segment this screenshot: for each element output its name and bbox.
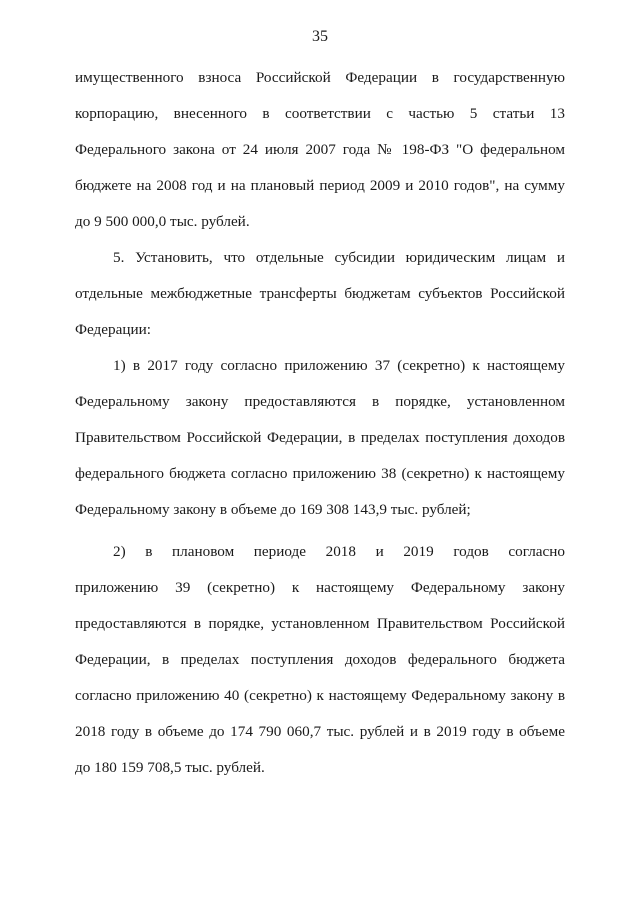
text-line: корпорацию, внесенного в соответствии с частью 5 статьи 13: [75, 105, 565, 122]
text-line: бюджете на 2008 год и на плановый период 2009 и 2010 годов", на сумму: [75, 177, 565, 194]
text-line: предоставляются в порядке, установленном Правительством Российской: [75, 615, 565, 632]
text-line: приложению 39 (секретно) к настоящему Федеральному закону: [75, 579, 565, 596]
text-line: согласно приложению 40 (секретно) к настоящему Федеральному закону в: [75, 687, 565, 704]
text-line: Федерации, в пределах поступления доходов федерального бюджета: [75, 651, 565, 668]
text-line: Федеральному закону предоставляются в порядке, установленном: [75, 393, 565, 410]
text-line: 2018 году в объеме до 174 790 060,7 тыс. рублей и в 2019 году в объеме: [75, 723, 565, 740]
text-line: федерального бюджета согласно приложению 38 (секретно) к настоящему: [75, 465, 565, 482]
paragraph-item-5: [75, 240, 565, 348]
text-line: Федерации:: [75, 321, 151, 338]
text-line: 1) в 2017 году согласно приложению 37 (секретно) к настоящему: [113, 357, 565, 374]
paragraph-subitem-2: [75, 534, 565, 786]
text-line: отдельные межбюджетные трансферты бюджетам субъектов Российской: [75, 285, 565, 302]
paragraph-property-contribution: [75, 60, 565, 240]
page-number: 35: [312, 28, 328, 45]
text-line: Федеральному закону в объеме до 169 308 143,9 тыс. рублей;: [75, 501, 471, 518]
text-line: имущественного взноса Российской Федерации в государственную: [75, 69, 565, 86]
text-line: 5. Установить, что отдельные субсидии юридическим лицам и: [113, 249, 565, 266]
text-line: до 180 159 708,5 тыс. рублей.: [75, 759, 265, 776]
document-body: [75, 60, 565, 786]
paragraph-subitem-1: [75, 348, 565, 528]
text-line: 2) в плановом периоде 2018 и 2019 годов согласно: [113, 543, 565, 560]
text-line: Правительством Российской Федерации, в пределах поступления доходов: [75, 429, 565, 446]
text-line: до 9 500 000,0 тыс. рублей.: [75, 213, 250, 230]
text-line: Федерального закона от 24 июля 2007 года № 198-ФЗ "О федеральном: [75, 141, 565, 158]
